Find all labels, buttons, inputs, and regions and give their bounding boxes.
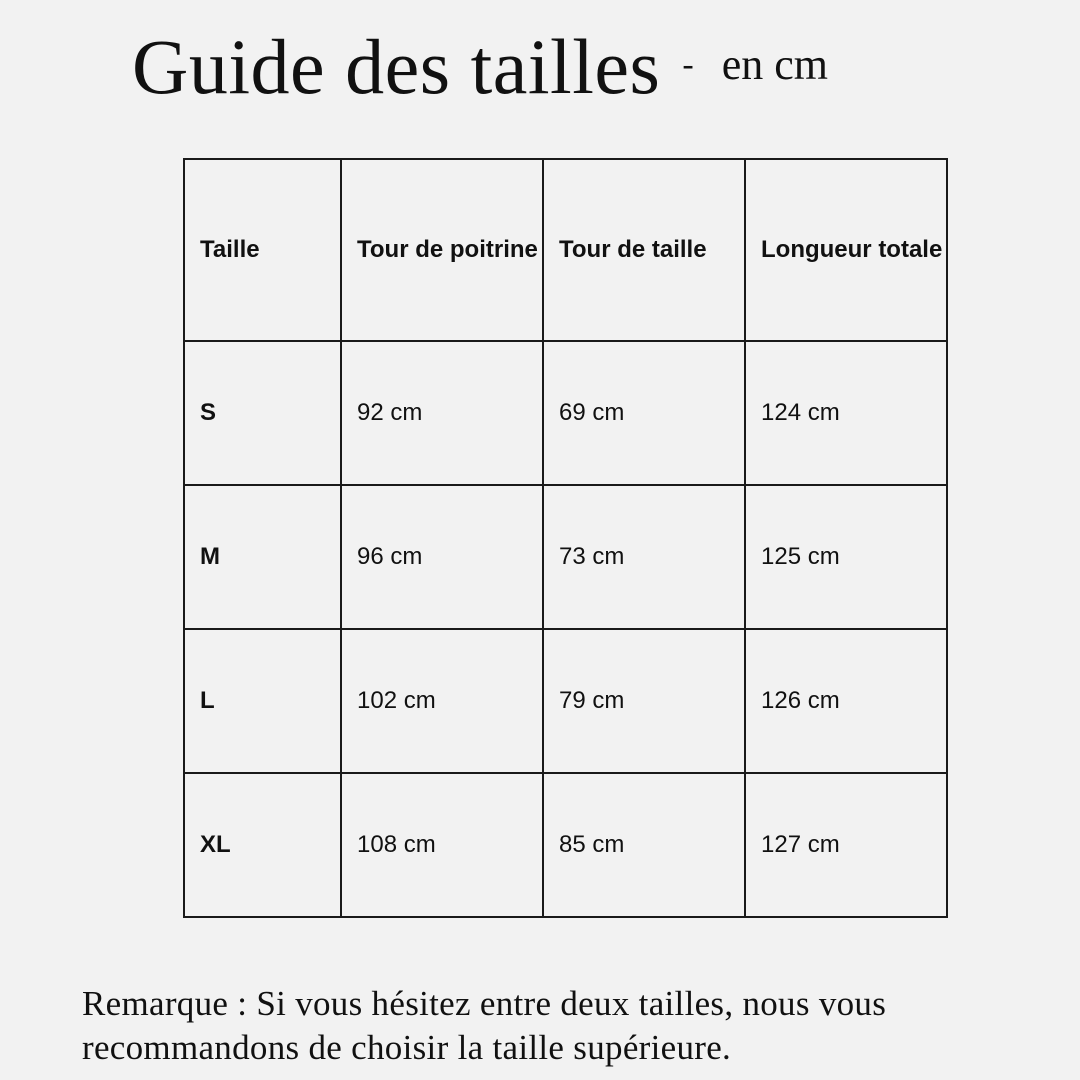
table-cell: 92 cm: [341, 341, 543, 485]
table-cell: 124 cm: [745, 341, 947, 485]
header-taille: Taille: [184, 159, 341, 341]
table-row: [184, 485, 947, 629]
table-cell: 125 cm: [745, 485, 947, 629]
header-tour-de-taille: Tour de taille: [543, 159, 745, 341]
size-cell: XL: [184, 773, 341, 917]
header-longueur-totale: Longueur totale: [745, 159, 947, 341]
remark-note: Remarque : Si vous hésitez entre deux tailles, nous vous recommandons de choisir la taille supérieure.: [82, 984, 887, 1067]
table-row: [184, 341, 947, 485]
table-header-row: [184, 159, 947, 341]
header-tour-de-poitrine: Tour de poitrine: [341, 159, 543, 341]
title-main: Guide des tailles: [132, 23, 661, 110]
table-cell: 127 cm: [745, 773, 947, 917]
size-table: [183, 158, 948, 918]
size-cell: L: [184, 629, 341, 773]
table-row: [184, 773, 947, 917]
table-cell: 96 cm: [341, 485, 543, 629]
table-cell: 85 cm: [543, 773, 745, 917]
table-cell: 108 cm: [341, 773, 543, 917]
table-cell: 69 cm: [543, 341, 745, 485]
table-cell: 126 cm: [745, 629, 947, 773]
table-row: [184, 629, 947, 773]
page-title: [132, 22, 828, 112]
table-cell: 102 cm: [341, 629, 543, 773]
size-cell: S: [184, 341, 341, 485]
title-separator: -: [682, 46, 694, 83]
title-unit: en cm: [721, 40, 828, 89]
table-cell: 79 cm: [543, 629, 745, 773]
size-cell: M: [184, 485, 341, 629]
table-cell: 73 cm: [543, 485, 745, 629]
